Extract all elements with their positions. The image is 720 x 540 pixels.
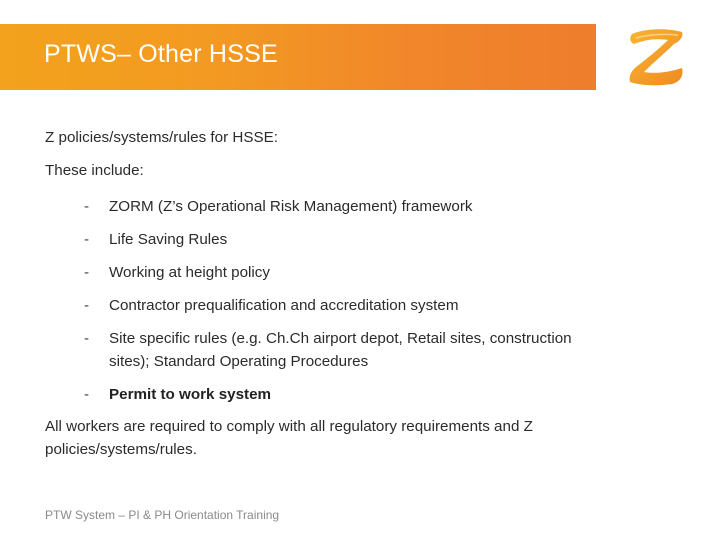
z-logo-icon bbox=[624, 26, 688, 88]
bullet-text: Contractor prequalification and accreditation system bbox=[109, 297, 459, 314]
bullet-text: Site specific rules (e.g. Ch.Ch airport depot, Retail sites, construction sites); Standard Operating Procedures bbox=[109, 330, 572, 370]
list-item bbox=[84, 294, 604, 317]
list-item bbox=[84, 228, 604, 251]
list-item bbox=[84, 327, 604, 373]
bullet-marker: - bbox=[84, 264, 90, 281]
hsse-bullet-list bbox=[84, 195, 604, 416]
bullet-text: ZORM (Z’s Operational Risk Management) framework bbox=[109, 198, 473, 215]
footer-text: PTW System – PI & PH Orientation Training bbox=[45, 508, 280, 522]
bullet-marker: - bbox=[84, 330, 90, 347]
intro-text: Z policies/systems/rules for HSSE: bbox=[45, 129, 278, 146]
list-item bbox=[84, 195, 604, 218]
bullet-marker: - bbox=[84, 297, 90, 314]
list-item bbox=[84, 383, 604, 406]
lead-text: These include: bbox=[45, 162, 144, 179]
bullet-text-emphasis: Permit to work system bbox=[109, 386, 272, 403]
bullet-marker: - bbox=[84, 231, 90, 248]
bullet-marker: - bbox=[84, 198, 90, 215]
list-item bbox=[84, 261, 604, 284]
closing-text: All workers are required to comply with all regulatory requirements and Z policies/systems/rules. bbox=[45, 418, 533, 458]
slide-title: PTWS– Other HSSE bbox=[44, 40, 278, 68]
bullet-marker: - bbox=[84, 386, 90, 403]
bullet-text: Working at height policy bbox=[109, 264, 270, 281]
bullet-text: Life Saving Rules bbox=[109, 231, 228, 248]
